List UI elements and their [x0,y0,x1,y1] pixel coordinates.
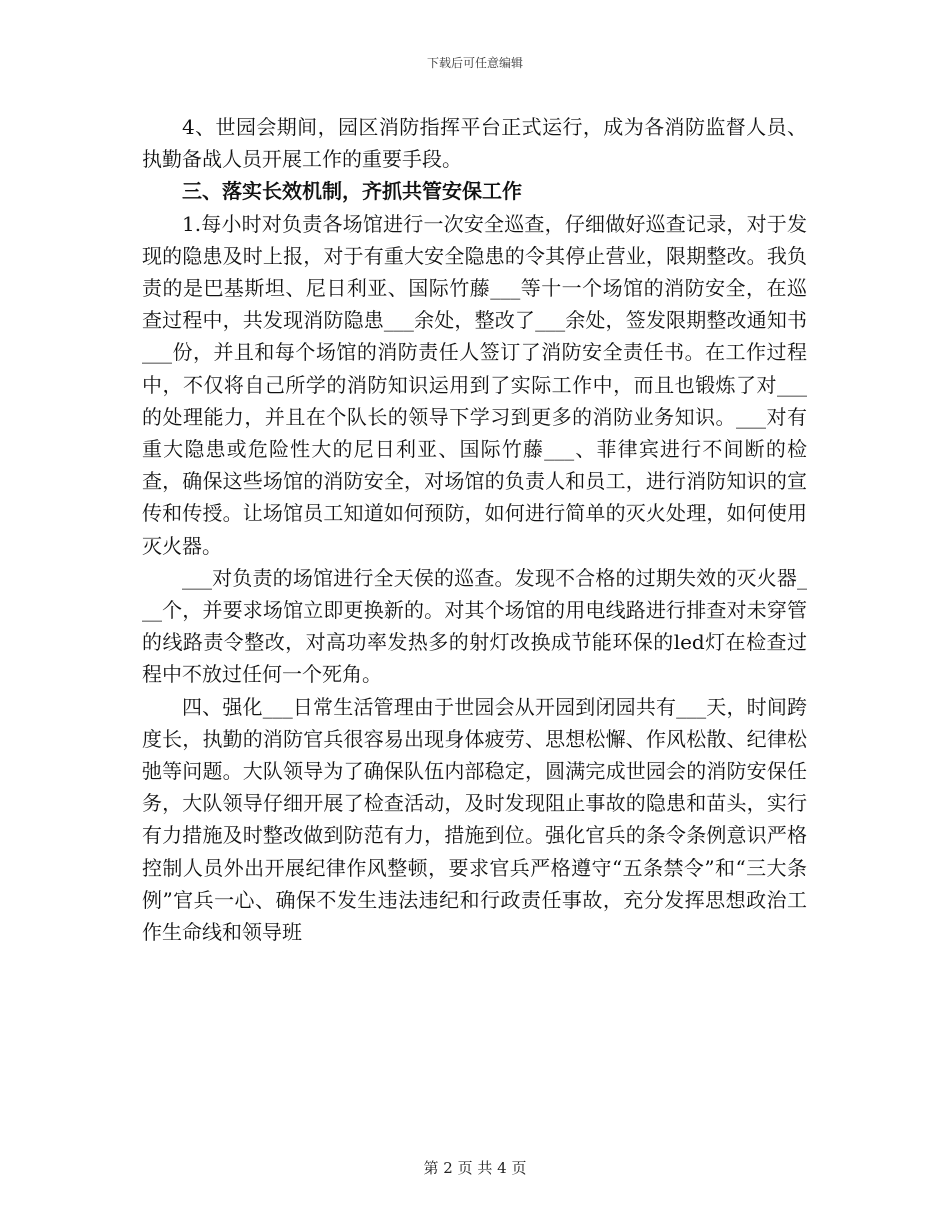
header-note: 下载后可任意编辑 [426,56,523,70]
section-heading-3: 三、落实长效机制，齐抓共管安保工作 [182,179,522,204]
paragraph-extinguishers: ___对负责的场馆进行全天侯的巡查。发现不合格的过期失效的灭火器___个，并要求场馆立即更换新的。对其个场馆的用电线路进行排查对未穿管的线路责令整改，对高功率发热多的射灯改换成节能环保的led灯在检查过程中不放过任何一个死角。 [142,565,807,687]
document-body [142,111,807,948]
page-number: 第 2 页 共 4 页 [423,1159,527,1177]
paragraph-section-4: 四、强化___日常生活管理由于世园会从开园到闭园共有___天，时间跨度长，执勤的消防官兵很容易出现身体疲劳、思想松懈、作风松散、纪律松弛等问题。大队领导为了确保队伍内部稳定，圆满完成世园会的消防安保任务，大队领导仔细开展了检查活动，及时发现阻止事故的隐患和苗头，实行有力措施及时整改做到防范有力，措施到位。强化官兵的条令条例意识严格控制人员外出开展纪律作风整顿，要求官兵严格遵守“五条禁令”和“三大条例”官兵一心、确保不发生违法违纪和行政责任事故，充分发挥思想政治工作生命线和领导班 [142,694,807,945]
paragraph-inspection: 1.每小时对负责各场馆进行一次安全巡查，仔细做好巡查记录，对于发现的隐患及时上报，对于有重大安全隐患的令其停止营业，限期整改。我负责的是巴基斯坦、尼日利亚、国际竹藤___等十一个场馆的消防安全，在巡查过程中，共发现消防隐患___余处，整改了___余处，签发限期整改通知书___份，并且和每个场馆的消防责任人签订了消防安全责任书。在工作过程中，不仅将自己所学的消防知识运用到了实际工作中，而且也锻炼了对___的处理能力，并且在个队长的领导下学习到更多的消防业务知识。___对有重大隐患或危险性大的尼日利亚、国际竹藤___、菲律宾进行不间断的检查，确保这些场馆的消防安全，对场馆的负责人和员工，进行消防知识的宣传和传授。让场馆员工知道如何预防，如何进行简单的灭火处理，如何使用灭火器。 [142,211,807,558]
paragraph-item-4: 4、世园会期间，园区消防指挥平台正式运行，成为各消防监督人员、执勤备战人员开展工作的重要手段。 [142,115,807,172]
